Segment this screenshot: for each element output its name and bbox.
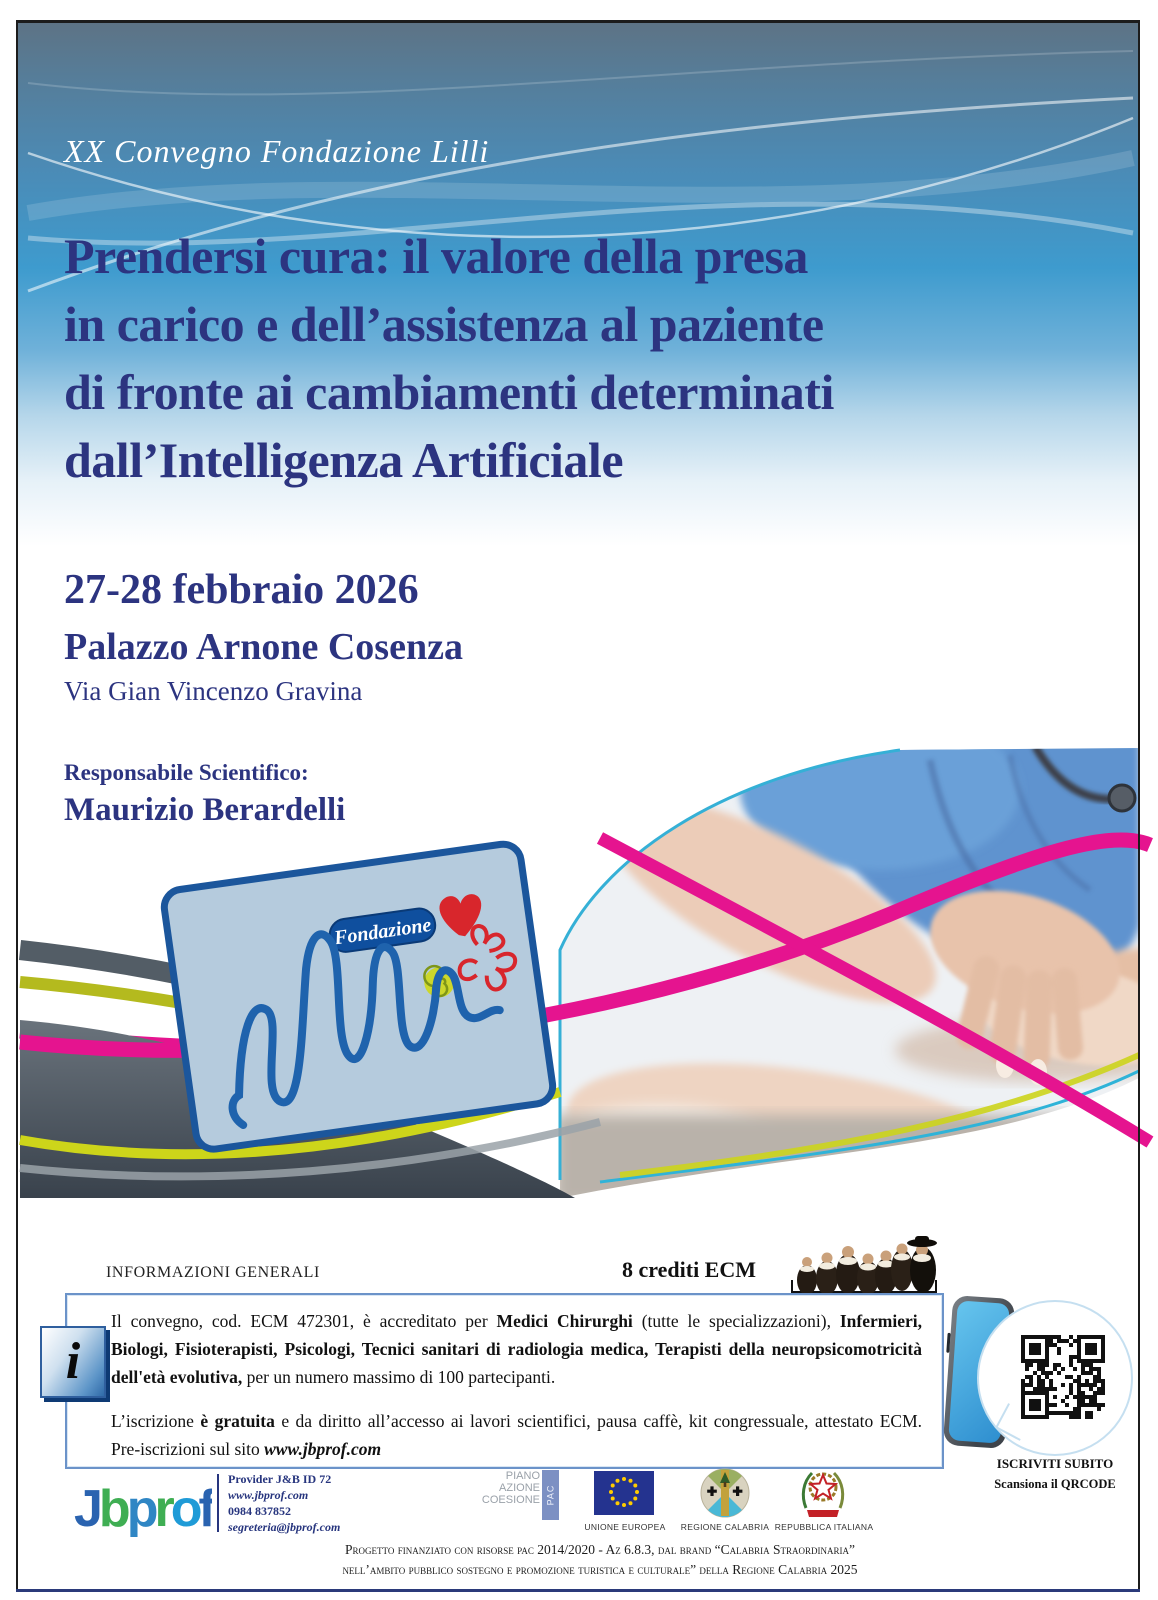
- provider-website: www.jbprof.com: [228, 1488, 309, 1502]
- event-title: [64, 222, 1104, 494]
- provider-phone: 0984 837852: [228, 1504, 291, 1518]
- jbprof-logo: [72, 1474, 212, 1546]
- qr-caption-line1: ISCRIVITI SUBITO: [996, 1456, 1114, 1471]
- fondazione-badge-label: Fondazione: [332, 913, 433, 950]
- info-icon: i: [40, 1326, 106, 1398]
- general-info-box: [65, 1293, 944, 1469]
- registration-qr-code: [1021, 1335, 1105, 1419]
- qr-caption-line2: Scansiona il QRCODE: [994, 1477, 1116, 1491]
- poster-border-right: [1138, 20, 1140, 1592]
- eu-flag-label: UNIONE EUROPEA: [584, 1522, 666, 1532]
- responsible-name: Maurizio Berardelli: [64, 792, 346, 828]
- poster-border-top: [16, 20, 1140, 23]
- info-paragraph-registration: L’iscrizione è gratuita e da diritto all’accesso ai lavori scientifici, pausa caffè, kit congressuale, attestato ECM. Pre-iscrizioni sul sito www.jbprof.com: [111, 1411, 922, 1459]
- fondazione-lilli-logo-card: [162, 842, 555, 1152]
- regione-calabria-label: REGIONE CALABRIA: [680, 1522, 770, 1532]
- event-venue: Palazzo Arnone Cosenza: [64, 626, 463, 668]
- event-address: Via Gian Vincenzo Gravina: [64, 676, 363, 706]
- ecm-credits: 8 crediti ECM: [622, 1257, 757, 1282]
- info-section-title: INFORMAZIONI GENERALI: [106, 1264, 320, 1281]
- funding-footer-line2: nell’ambito pubblico sostegno e promozione turistica e culturale” della Regione Calabria 2025: [342, 1562, 858, 1577]
- pac-tag: PAC: [542, 1470, 559, 1520]
- provider-divider: [217, 1474, 219, 1532]
- funding-footer: [130, 1540, 1070, 1580]
- care-photo-collage: [0, 720, 1158, 1198]
- title-line-2: in carico e dell’assistenza al paziente: [64, 296, 824, 352]
- provider-id: Provider J&B ID 72: [228, 1472, 332, 1486]
- title-line-1: Prendersi cura: il valore della presa: [64, 228, 808, 284]
- title-line-4: dall’Intelligenza Artificiale: [64, 432, 624, 488]
- anatomy-lesson-painting: [789, 1236, 939, 1294]
- provider-email: segreteria@jbprof.com: [228, 1520, 341, 1534]
- event-date: 27-28 febbraio 2026: [64, 567, 419, 613]
- event-kicker: XX Convegno Fondazione Lilli: [64, 133, 490, 169]
- pac-logo: PIANO AZIONE COESIONE: [481, 1470, 540, 1506]
- poster-border-left: [16, 20, 18, 1592]
- repubblica-italiana-emblem: [797, 1466, 849, 1520]
- title-line-3: di fronte ai cambiamenti determinati: [64, 364, 834, 420]
- funding-footer-line1: Progetto finanziato con risorse pac 2014/2020 - Az 6.8.3, dal brand “Calabria Straordinaria”: [345, 1542, 855, 1557]
- repubblica-italiana-label: REPUBBLICA ITALIANA: [774, 1522, 874, 1532]
- provider-contact-block: [228, 1471, 340, 1535]
- eu-flag-icon: [594, 1471, 654, 1515]
- info-paragraph-accreditation: Il convegno, cod. ECM 472301, è accreditato per Medici Chirurghi (tutte le specializzazioni), Infermieri, Biologi, Fisioterapisti, Psicologi, Tecnici sanitari di radiologia medica, Terapisti della neuropsicomotricità dell'età evolutiva, per un numero massimo di 100 partecipanti.: [111, 1311, 922, 1387]
- svg-text:Jbprof: Jbprof: [74, 1480, 212, 1538]
- poster-border-bottom: [16, 1589, 1140, 1592]
- responsible-label: Responsabile Scientifico:: [64, 760, 309, 785]
- nurse-patient-hands-photo: [530, 720, 1158, 1198]
- regione-calabria-emblem: [700, 1468, 750, 1518]
